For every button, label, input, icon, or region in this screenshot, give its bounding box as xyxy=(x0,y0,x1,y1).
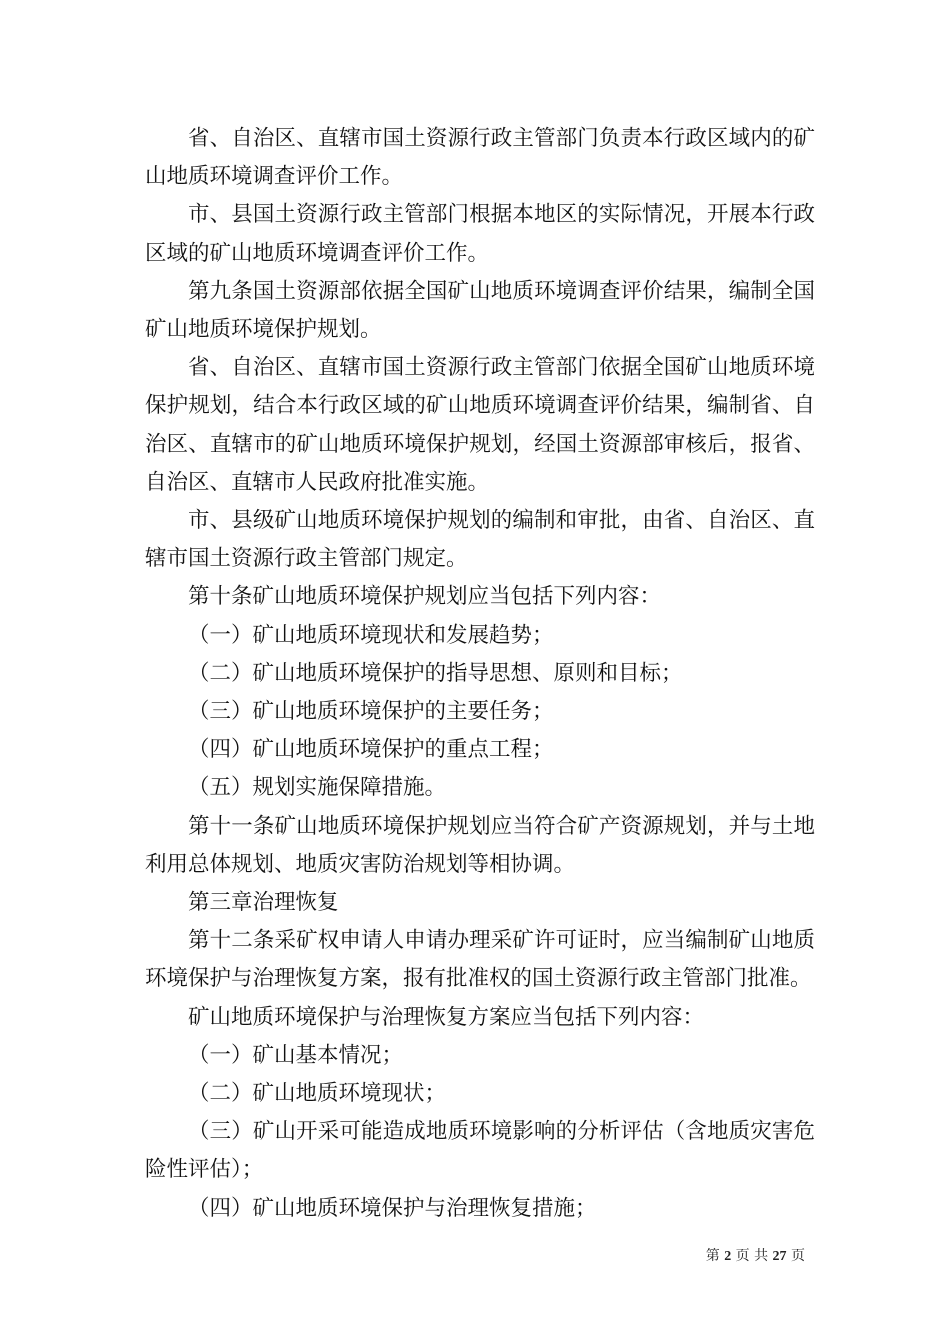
footer-middle: 页 共 xyxy=(735,1248,769,1264)
list-item: （一）矿山基本情况； xyxy=(188,1042,404,1068)
footer-prefix: 第 xyxy=(705,1248,720,1264)
list-item: （四）矿山地质环境保护的重点工程； xyxy=(188,737,554,763)
list-item: （四）矿山地质环境保护与治理恢复措施； xyxy=(188,1195,597,1221)
document-body xyxy=(145,120,815,1228)
footer-suffix: 页 xyxy=(791,1248,805,1264)
paragraph: 矿山地质环境保护与治理恢复方案应当包括下列内容： xyxy=(188,1004,705,1030)
paragraph: 第十二条采矿权申请人申请办理采矿许可证时，应当编制矿山地质环境保护与治理恢复方案，报有批准权的国土资源行政主管部门批准。 xyxy=(145,928,815,992)
paragraph: 省、自治区、直辖市国土资源行政主管部门依据全国矿山地质环境保护规划，结合本行政区域的矿山地质环境调查评价结果，编制省、自治区、直辖市的矿山地质环境保护规划，经国土资源部审核后，报省、自治区、直辖市人民政府批准实施。 xyxy=(145,355,815,495)
page-number-footer xyxy=(706,1246,805,1267)
paragraph: 第九条国土资源部依据全国矿山地质环境调查评价结果，编制全国矿山地质环境保护规划。 xyxy=(145,278,815,343)
list-item: （五）规划实施保障措施。 xyxy=(188,775,447,801)
list-item: （二）矿山地质环境保护的指导思想、原则和目标； xyxy=(188,660,683,686)
current-page-number: 2 xyxy=(724,1249,732,1264)
paragraph: 第十一条矿山地质环境保护规划应当符合矿产资源规划，并与土地利用总体规划、地质灾害防治规划等相协调。 xyxy=(145,813,815,877)
article-heading: 第十条矿山地质环境保护规划应当包括下列内容： xyxy=(188,584,662,610)
list-item: （一）矿山地质环境现状和发展趋势； xyxy=(188,622,554,648)
list-item: （三）矿山开采可能造成地质环境影响的分析评估（含地质灾害危险性评估）； xyxy=(145,1119,815,1183)
paragraph: 市、县国土资源行政主管部门根据本地区的实际情况，开展本行政区域的矿山地质环境调查评价工作。 xyxy=(145,202,815,266)
total-pages-number: 27 xyxy=(772,1249,787,1264)
chapter-heading: 第三章治理恢复 xyxy=(188,890,339,916)
paragraph: 市、县级矿山地质环境保护规划的编制和审批，由省、自治区、直辖市国土资源行政主管部门规定。 xyxy=(145,508,815,572)
list-item: （二）矿山地质环境现状； xyxy=(188,1081,447,1107)
list-item: （三）矿山地质环境保护的主要任务； xyxy=(188,699,554,725)
paragraph: 省、自治区、直辖市国土资源行政主管部门负责本行政区域内的矿山地质环境调查评价工作。 xyxy=(145,126,815,190)
